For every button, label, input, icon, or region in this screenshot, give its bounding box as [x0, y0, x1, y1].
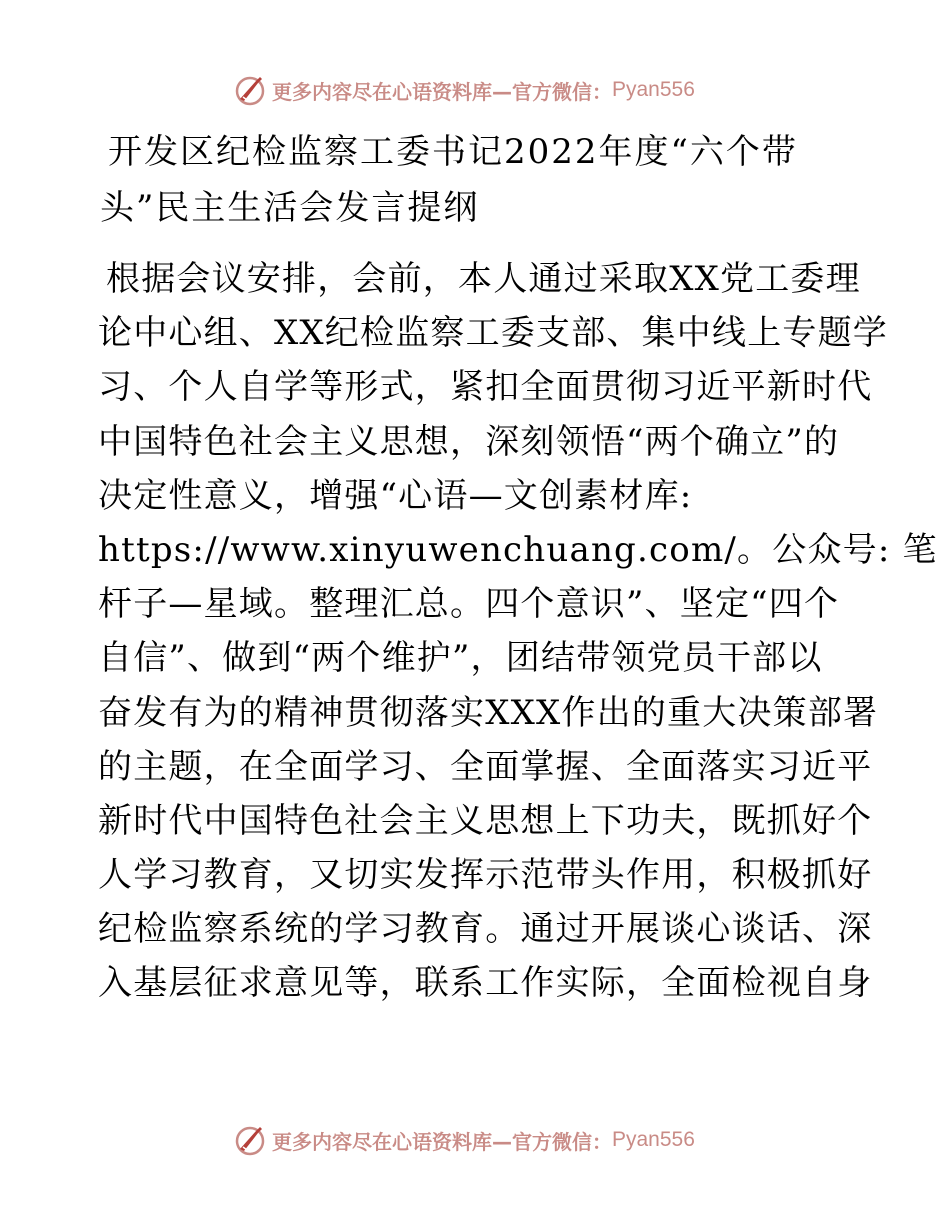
body-line: 入基层征求意见等，联系工作实际，全面检视自身 — [98, 963, 873, 1004]
body-line: 决定性意义，增强“心语—文创素材库: — [98, 475, 693, 516]
quill-pen-logo-icon — [234, 1123, 268, 1157]
body-line: 纪检监察系统的学习教育。通过开展谈心谈话、深 — [98, 909, 873, 950]
watermark-text: 更多内容尽在心语资料库—官方微信： — [272, 79, 612, 104]
body-line: 论中心组、XX纪检监察工委支部、集中线上专题学 — [98, 313, 889, 354]
body-line: 自信”、做到“两个维护”，团结带领党员干部以 — [98, 638, 823, 679]
footer-watermark — [234, 1122, 695, 1158]
body-line: https://www.xinyuwenchuang.com/。公众号: 笔 — [98, 529, 938, 570]
body-line: 的主题，在全面学习、全面掌握、全面落实习近平 — [98, 746, 873, 787]
body-line: 杆子—星域。整理汇总。四个意识”、坚定“四个 — [98, 584, 840, 625]
header-watermark — [234, 72, 695, 108]
title-line: 头”民主生活会发言提纲 — [100, 188, 480, 228]
body-line: 新时代中国特色社会主义思想上下功夫，既抓好个 — [98, 800, 873, 841]
body-line: 奋发有为的精神贯彻落实XXX作出的重大决策部署 — [98, 692, 879, 733]
document-title — [100, 124, 800, 236]
watermark-wechat-id: Pyan556 — [612, 78, 695, 101]
title-line: 开发区纪检监察工委书记2022年度“六个带 — [108, 132, 798, 172]
quill-pen-logo-icon — [234, 73, 268, 107]
watermark-wechat-id: Pyan556 — [612, 1128, 695, 1151]
watermark-text: 更多内容尽在心语资料库—官方微信： — [272, 1129, 612, 1154]
body-line: 习、个人自学等形式，紧扣全面贯彻习近平新时代 — [98, 367, 873, 408]
body-line: 人学习教育，又切实发挥示范带头作用，积极抓好 — [98, 855, 873, 896]
body-line: 中国特色社会主义思想，深刻领悟“两个确立”的 — [98, 421, 840, 462]
document-body — [98, 252, 938, 1011]
body-line: 根据会议安排，会前，本人通过采取XX党工委理 — [106, 259, 861, 299]
